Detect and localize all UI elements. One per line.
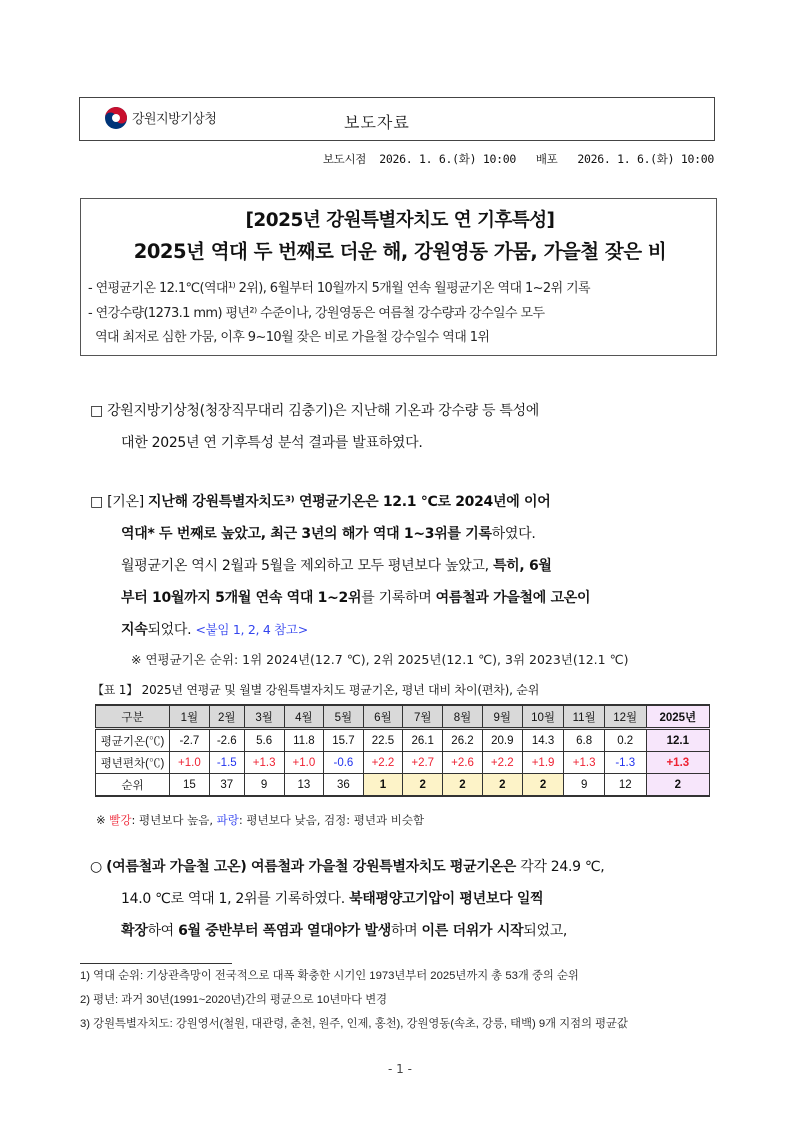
- paragraph-3-line: ○ (여름철과 가을철 고온) 여름철과 가을철 강원특별자치도 평균기온은 각각 24.9 ℃,: [90, 859, 605, 875]
- table-row: [96, 729, 710, 752]
- table-cell: +1.0: [170, 752, 210, 774]
- table-header-row: [96, 705, 710, 729]
- table-cell: 5.6: [244, 729, 284, 752]
- table-cell: +1.3: [646, 752, 709, 774]
- table-cell: 2: [443, 774, 483, 797]
- title-line-1: [2025년 강원특별자치도 연 기후특성]: [245, 210, 555, 231]
- table-cell: 14.3: [522, 729, 564, 752]
- paragraph-3-line: 14.0 ℃로 역대 1, 2위를 기록하였다. 북태평양고기압이 평년보다 일찍: [121, 891, 544, 907]
- table-cell: 6.8: [564, 729, 604, 752]
- header-cell: 7월: [403, 705, 443, 729]
- table-cell: -1.5: [209, 752, 244, 774]
- paragraph-1-line: 대한 2025년 연 기후특성 분석 결과를 발표하였다.: [121, 435, 423, 451]
- header-cell: 2025년: [646, 705, 709, 729]
- row-label: 평균기온(℃): [96, 729, 170, 752]
- table-cell: 15: [170, 774, 210, 797]
- table-cell: -2.7: [170, 729, 210, 752]
- table-cell: 1: [363, 774, 403, 797]
- footnote: 1) 역대 순위: 기상관측망이 전국적으로 대폭 확충한 시기인 1973년부터 2025년까지 총 53개 중의 순위: [80, 970, 579, 982]
- header-cell: 5월: [324, 705, 363, 729]
- table-cell: -1.3: [604, 752, 646, 774]
- table-cell: -2.6: [209, 729, 244, 752]
- table-cell: 0.2: [604, 729, 646, 752]
- header-cell: 구분: [96, 705, 170, 729]
- table-cell: 9: [244, 774, 284, 797]
- table-cell: 22.5: [363, 729, 403, 752]
- table-cell: 9: [564, 774, 604, 797]
- footnote: 2) 평년: 과거 30년(1991~2020년)간의 평균으로 10년마다 변경: [80, 994, 388, 1006]
- table-cell: 2: [403, 774, 443, 797]
- table-cell: -0.6: [324, 752, 363, 774]
- table-cell: 15.7: [324, 729, 363, 752]
- release-time: 보도시점 2026. 1. 6.(화) 10:00 배포 2026. 1. 6.(화) 10:00: [322, 152, 714, 166]
- paragraph-2-line: □ [기온] 지난해 강원특별자치도³⁾ 연평균기온은 12.1 ℃로 2024년에 이어: [90, 494, 551, 510]
- table-cell: +2.2: [363, 752, 403, 774]
- header-cell: 4월: [284, 705, 324, 729]
- footnote: 3) 강원특별자치도: 강원영서(철원, 대관령, 춘천, 원주, 인제, 홍천), 강원영동(속초, 강릉, 태백) 9개 지점의 평균값: [80, 1018, 628, 1030]
- footnote-divider: [80, 963, 232, 964]
- table-cell: +1.0: [284, 752, 324, 774]
- document-type: 보도자료: [344, 113, 410, 132]
- table-legend: ※ 빨강: 평년보다 높음, 파랑: 평년보다 낮음, 검정: 평년과 비슷함: [96, 813, 425, 827]
- table-cell: 12: [604, 774, 646, 797]
- paragraph-3-line: 확장하여 6월 중반부터 폭염과 열대야가 발생하며 이른 더위가 시작되었고,: [121, 923, 568, 939]
- paragraph-2-line: 월평균기온 역시 2월과 5월을 제외하고 모두 평년보다 높았고, 특히, 6월: [121, 558, 552, 574]
- table-cell: +1.3: [564, 752, 604, 774]
- table-row: [96, 752, 710, 774]
- table-cell: 11.8: [284, 729, 324, 752]
- paragraph-1-line: □ 강원지방기상청(청장직무대리 김충기)은 지난해 기온과 강수량 등 특성에: [90, 403, 540, 419]
- table-cell: 26.1: [403, 729, 443, 752]
- table-cell: 2: [482, 774, 522, 797]
- summary-bullet: 역대 최저로 심한 가뭄, 이후 9~10월 잦은 비로 가을철 강수일수 역대 1위: [88, 330, 490, 345]
- table-cell: +2.2: [482, 752, 522, 774]
- table-cell: 20.9: [482, 729, 522, 752]
- table-cell: 12.1: [646, 729, 709, 752]
- rank-note: ※ 연평균기온 순위: 1위 2024년(12.7 ℃), 2위 2025년(12.1 ℃), 3위 2023년(12.1 ℃): [131, 652, 629, 667]
- appendix-reference-link[interactable]: <붙임 1, 2, 4 참고>: [195, 622, 308, 637]
- org-name: 강원지방기상청: [132, 112, 217, 127]
- paragraph-2-line: 부터 10월까지 5개월 연속 역대 1~2위를 기록하며 여름철과 가을철에 고온이: [121, 590, 591, 606]
- header-cell: 11월: [564, 705, 604, 729]
- table-cell: 36: [324, 774, 363, 797]
- title-line-2: 2025년 역대 두 번째로 더운 해, 강원영동 가뭄, 가을철 잦은 비: [133, 240, 667, 263]
- temperature-table: [95, 704, 710, 797]
- header-cell: 2월: [209, 705, 244, 729]
- table-cell: +2.6: [443, 752, 483, 774]
- summary-bullet: - 연평균기온 12.1℃(역대¹⁾ 2위), 6월부터 10월까지 5개월 연속 월평균기온 역대 1~2위 기록: [88, 281, 590, 296]
- table-cell: 26.2: [443, 729, 483, 752]
- page-number: - 1 -: [388, 1062, 412, 1076]
- table-caption: 【표 1】 2025년 연평균 및 월별 강원특별자치도 평균기온, 평년 대비 차이(편차), 순위: [92, 683, 540, 697]
- header-cell: 12월: [604, 705, 646, 729]
- header-cell: 8월: [443, 705, 483, 729]
- table-cell: 37: [209, 774, 244, 797]
- header-cell: 6월: [363, 705, 403, 729]
- row-label: 평년편차(℃): [96, 752, 170, 774]
- paragraph-2-line: 역대* 두 번째로 높았고, 최근 3년의 해가 역대 1~3위를 기록하였다.: [121, 526, 536, 542]
- row-label: 순위: [96, 774, 170, 797]
- header-cell: 3월: [244, 705, 284, 729]
- header-cell: 10월: [522, 705, 564, 729]
- header-cell: 1월: [170, 705, 210, 729]
- paragraph-2-line: 지속되었다. <붙임 1, 2, 4 참고>: [121, 622, 308, 638]
- table-row: [96, 774, 710, 797]
- table-cell: 2: [522, 774, 564, 797]
- header-cell: 9월: [482, 705, 522, 729]
- government-emblem-icon: [104, 106, 128, 130]
- summary-bullet: - 연강수량(1273.1 mm) 평년²⁾ 수준이나, 강원영동은 여름철 강수량과 강수일수 모두: [88, 306, 545, 321]
- table-cell: +2.7: [403, 752, 443, 774]
- table-cell: +1.3: [244, 752, 284, 774]
- table-cell: 13: [284, 774, 324, 797]
- table-cell: 2: [646, 774, 709, 797]
- table-cell: +1.9: [522, 752, 564, 774]
